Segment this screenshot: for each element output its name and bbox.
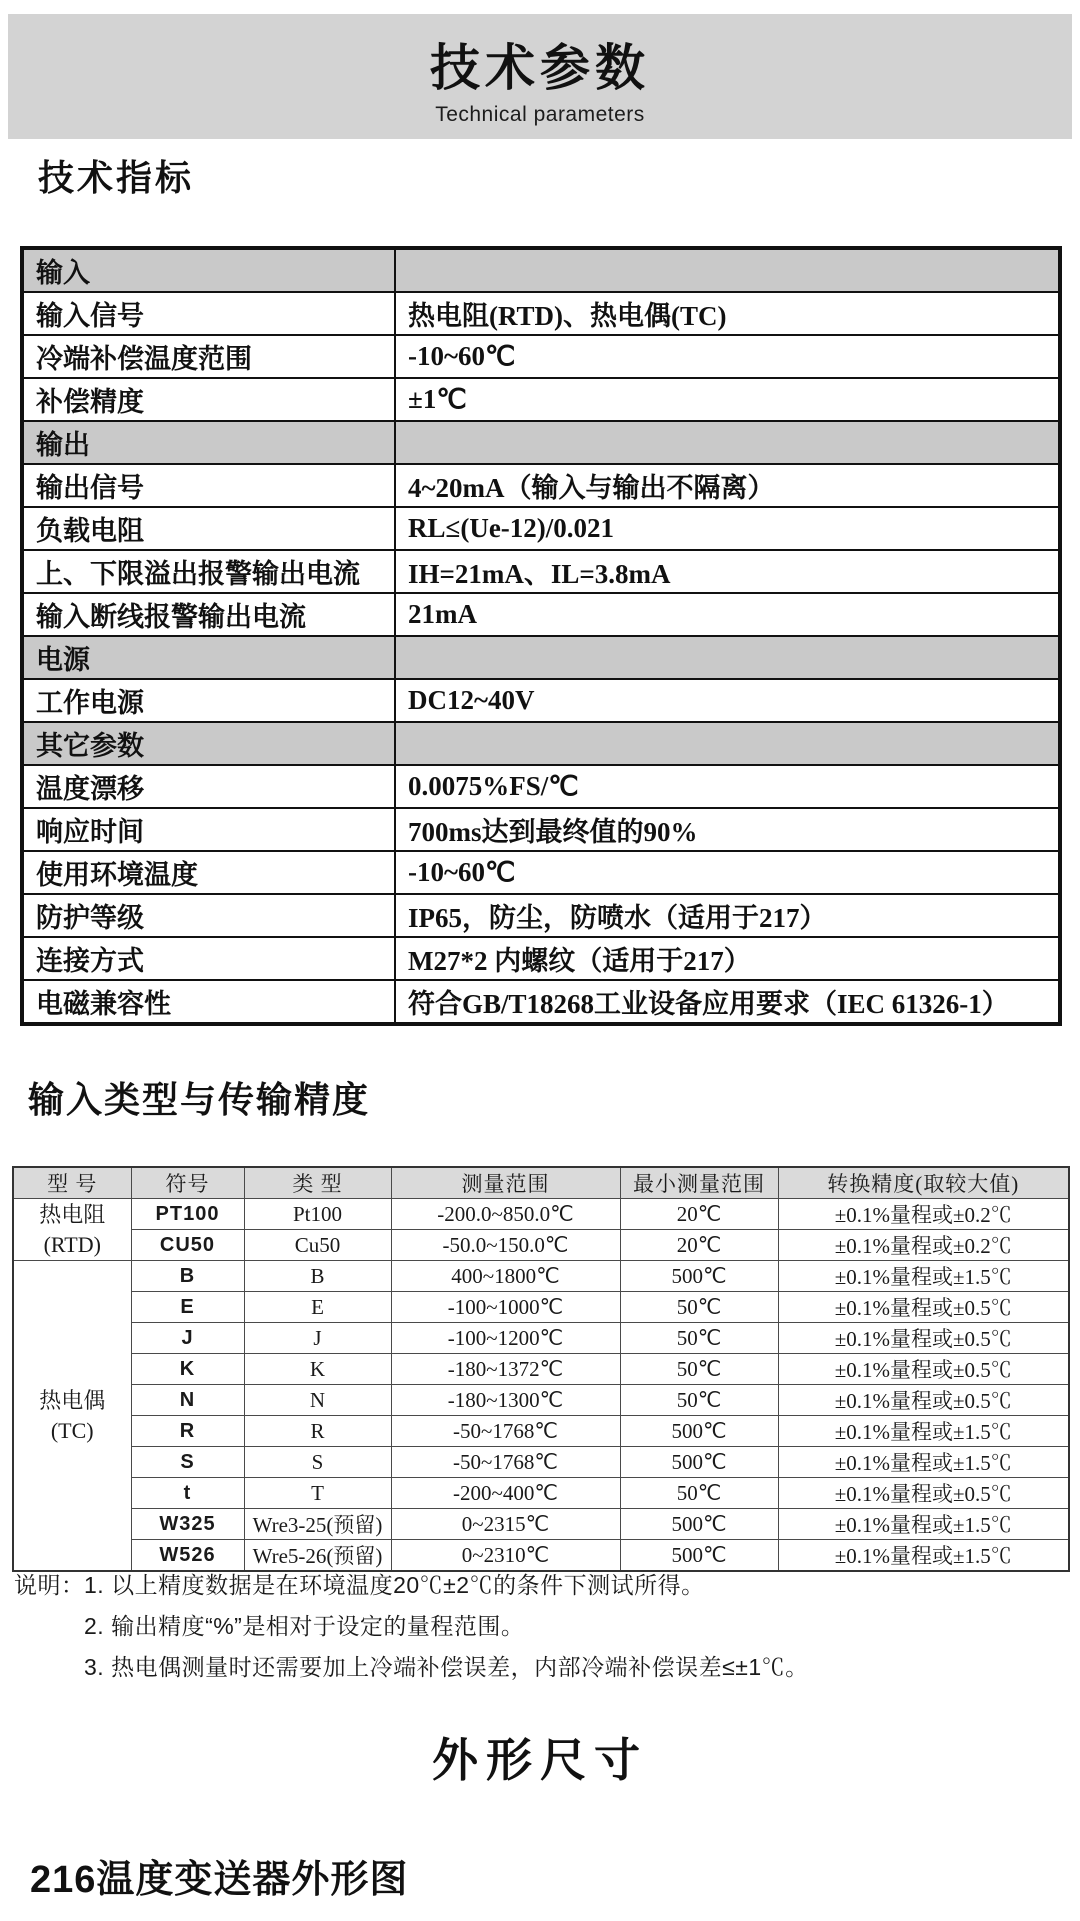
cell-accuracy: ±0.1%量程或±1.5℃ [778, 1447, 1069, 1478]
input-row [13, 1416, 1069, 1447]
cell-min-range: 500℃ [620, 1540, 778, 1572]
spec-row [22, 851, 1060, 894]
spec-label: 输入信号 [22, 292, 395, 335]
spec-table [20, 246, 1062, 1026]
input-type-table [12, 1166, 1070, 1572]
spec-label: 工作电源 [22, 679, 395, 722]
spec-value: 热电阻(RTD)、热电偶(TC) [395, 292, 1060, 335]
spec-table-body [22, 248, 1060, 1024]
spec-section-row [22, 636, 1060, 679]
cell-range: -200.0~850.0℃ [391, 1199, 620, 1230]
cell-min-range: 500℃ [620, 1447, 778, 1478]
cell-accuracy: ±0.1%量程或±1.5℃ [778, 1416, 1069, 1447]
input-col-header: 最小测量范围 [620, 1167, 778, 1199]
cell-range: 0~2315℃ [391, 1509, 620, 1540]
spec-value: -10~60℃ [395, 851, 1060, 894]
cell-min-range: 500℃ [620, 1416, 778, 1447]
input-row [13, 1323, 1069, 1354]
input-row [13, 1199, 1069, 1230]
cell-min-range: 50℃ [620, 1478, 778, 1509]
input-row [13, 1478, 1069, 1509]
cell-range: 0~2310℃ [391, 1540, 620, 1572]
input-row [13, 1447, 1069, 1478]
spec-row [22, 378, 1060, 421]
spec-value: IH=21mA、IL=3.8mA [395, 550, 1060, 593]
cell-type: E [244, 1292, 391, 1323]
cell-symbol: PT100 [131, 1199, 244, 1230]
cell-min-range: 500℃ [620, 1509, 778, 1540]
spec-label: 输入断线报警输出电流 [22, 593, 395, 636]
cell-type: Pt100 [244, 1199, 391, 1230]
cell-type: Wre5-26(预留) [244, 1540, 391, 1572]
spec-label: 补偿精度 [22, 378, 395, 421]
spec-label: 电源 [22, 636, 395, 679]
spec-value [395, 248, 1060, 292]
spec-label: 输入 [22, 248, 395, 292]
input-row [13, 1385, 1069, 1416]
cell-type: N [244, 1385, 391, 1416]
spec-section-row [22, 248, 1060, 292]
spec-label: 温度漂移 [22, 765, 395, 808]
cell-symbol: E [131, 1292, 244, 1323]
cell-symbol: K [131, 1354, 244, 1385]
spec-value: DC12~40V [395, 679, 1060, 722]
heading-input-types: 输入类型与传输精度 [28, 1079, 371, 1120]
cell-accuracy: ±0.1%量程或±0.5℃ [778, 1292, 1069, 1323]
spec-row [22, 937, 1060, 980]
spec-section-row [22, 722, 1060, 765]
spec-value [395, 421, 1060, 464]
cell-accuracy: ±0.1%量程或±0.2℃ [778, 1230, 1069, 1261]
cell-range: 400~1800℃ [391, 1261, 620, 1292]
notes-block [14, 1565, 1014, 1688]
spec-value [395, 636, 1060, 679]
spec-row [22, 679, 1060, 722]
cell-symbol: J [131, 1323, 244, 1354]
spec-row [22, 765, 1060, 808]
cell-accuracy: ±0.1%量程或±0.5℃ [778, 1478, 1069, 1509]
input-table-body [13, 1199, 1069, 1572]
spec-label: 冷端补偿温度范围 [22, 335, 395, 378]
cell-accuracy: ±0.1%量程或±0.2℃ [778, 1199, 1069, 1230]
cell-range: -180~1300℃ [391, 1385, 620, 1416]
input-table-header-row [13, 1167, 1069, 1199]
model-name: 热电阻 [39, 1201, 106, 1227]
heading-dimensions: 外形尺寸 [432, 1734, 648, 1786]
cell-range: -180~1372℃ [391, 1354, 620, 1385]
input-row [13, 1261, 1069, 1292]
input-col-header: 符号 [131, 1167, 244, 1199]
spec-row [22, 292, 1060, 335]
cell-accuracy: ±0.1%量程或±1.5℃ [778, 1261, 1069, 1292]
spec-value [395, 722, 1060, 765]
model-name: 热电偶 [39, 1387, 106, 1413]
notes-label: 说明： [14, 1572, 85, 1598]
note-item: 3. 热电偶测量时还需要加上冷端补偿误差，内部冷端补偿误差≤±1℃。 [84, 1654, 809, 1680]
spec-value: M27*2 内螺纹（适用于217） [395, 937, 1060, 980]
input-col-header: 类 型 [244, 1167, 391, 1199]
cell-accuracy: ±0.1%量程或±1.5℃ [778, 1540, 1069, 1572]
cell-type: T [244, 1478, 391, 1509]
spec-value: 符合GB/T18268工业设备应用要求（IEC 61326-1） [395, 980, 1060, 1024]
spec-row [22, 464, 1060, 507]
spec-label: 负载电阻 [22, 507, 395, 550]
spec-row [22, 550, 1060, 593]
spec-value: 4~20mA（输入与输出不隔离） [395, 464, 1060, 507]
cell-range: -50~1768℃ [391, 1447, 620, 1478]
model-cell [13, 1261, 131, 1572]
spec-value: IP65，防尘，防喷水（适用于217） [395, 894, 1060, 937]
spec-label: 其它参数 [22, 722, 395, 765]
model-abbrev: (TC) [50, 1417, 94, 1443]
spec-row [22, 507, 1060, 550]
spec-row [22, 808, 1060, 851]
cell-min-range: 500℃ [620, 1261, 778, 1292]
spec-label: 防护等级 [22, 894, 395, 937]
cell-symbol: W325 [131, 1509, 244, 1540]
heading-216-outline: 216温度变送器外形图 [30, 1859, 409, 1901]
spec-label: 连接方式 [22, 937, 395, 980]
page-title: 技术参数 [430, 40, 650, 96]
cell-range: -100~1200℃ [391, 1323, 620, 1354]
notes-list [14, 1565, 1014, 1688]
cell-type: Cu50 [244, 1230, 391, 1261]
spec-row [22, 980, 1060, 1024]
cell-min-range: 50℃ [620, 1323, 778, 1354]
spec-row [22, 894, 1060, 937]
cell-type: K [244, 1354, 391, 1385]
spec-label: 输出 [22, 421, 395, 464]
cell-symbol: R [131, 1416, 244, 1447]
spec-value: 21mA [395, 593, 1060, 636]
page-subtitle: Technical parameters [435, 103, 645, 126]
input-row [13, 1509, 1069, 1540]
cell-type: J [244, 1323, 391, 1354]
input-row [13, 1354, 1069, 1385]
cell-accuracy: ±0.1%量程或±1.5℃ [778, 1509, 1069, 1540]
cell-symbol: t [131, 1478, 244, 1509]
cell-range: -50~1768℃ [391, 1416, 620, 1447]
note-item: 1. 以上精度数据是在环境温度20℃±2℃的条件下测试所得。 [84, 1572, 705, 1598]
cell-min-range: 20℃ [620, 1230, 778, 1261]
spec-section-row [22, 421, 1060, 464]
cell-min-range: 20℃ [620, 1199, 778, 1230]
cell-type: Wre3-25(预留) [244, 1509, 391, 1540]
spec-value: -10~60℃ [395, 335, 1060, 378]
cell-min-range: 50℃ [620, 1354, 778, 1385]
cell-accuracy: ±0.1%量程或±0.5℃ [778, 1323, 1069, 1354]
input-col-header: 转换精度(取较大值) [778, 1167, 1069, 1199]
spec-label: 上、下限溢出报警输出电流 [22, 550, 395, 593]
cell-type: S [244, 1447, 391, 1478]
cell-range: -50.0~150.0℃ [391, 1230, 620, 1261]
spec-value: ±1℃ [395, 378, 1060, 421]
cell-type: R [244, 1416, 391, 1447]
spec-label: 输出信号 [22, 464, 395, 507]
page-banner [8, 14, 1072, 139]
cell-symbol: S [131, 1447, 244, 1478]
cell-range: -100~1000℃ [391, 1292, 620, 1323]
cell-symbol: W526 [131, 1540, 244, 1572]
model-abbrev: (RTD) [43, 1231, 101, 1257]
spec-row [22, 593, 1060, 636]
cell-min-range: 50℃ [620, 1385, 778, 1416]
input-row [13, 1292, 1069, 1323]
cell-min-range: 50℃ [620, 1292, 778, 1323]
spec-row [22, 335, 1060, 378]
spec-value: 700ms达到最终值的90% [395, 808, 1060, 851]
spec-label: 使用环境温度 [22, 851, 395, 894]
spec-value: RL≤(Ue-12)/0.021 [395, 507, 1060, 550]
cell-type: B [244, 1261, 391, 1292]
note-item: 2. 输出精度“%”是相对于设定的量程范围。 [84, 1613, 525, 1639]
input-row [13, 1230, 1069, 1261]
cell-symbol: B [131, 1261, 244, 1292]
cell-accuracy: ±0.1%量程或±0.5℃ [778, 1385, 1069, 1416]
cell-symbol: N [131, 1385, 244, 1416]
spec-value: 0.0075%FS/℃ [395, 765, 1060, 808]
cell-symbol: CU50 [131, 1230, 244, 1261]
spec-label: 响应时间 [22, 808, 395, 851]
heading-tech-specs: 技术指标 [38, 157, 195, 198]
model-cell [13, 1199, 131, 1261]
input-col-header: 测量范围 [391, 1167, 620, 1199]
spec-label: 电磁兼容性 [22, 980, 395, 1024]
cell-accuracy: ±0.1%量程或±0.5℃ [778, 1354, 1069, 1385]
cell-range: -200~400℃ [391, 1478, 620, 1509]
input-col-header: 型 号 [13, 1167, 131, 1199]
